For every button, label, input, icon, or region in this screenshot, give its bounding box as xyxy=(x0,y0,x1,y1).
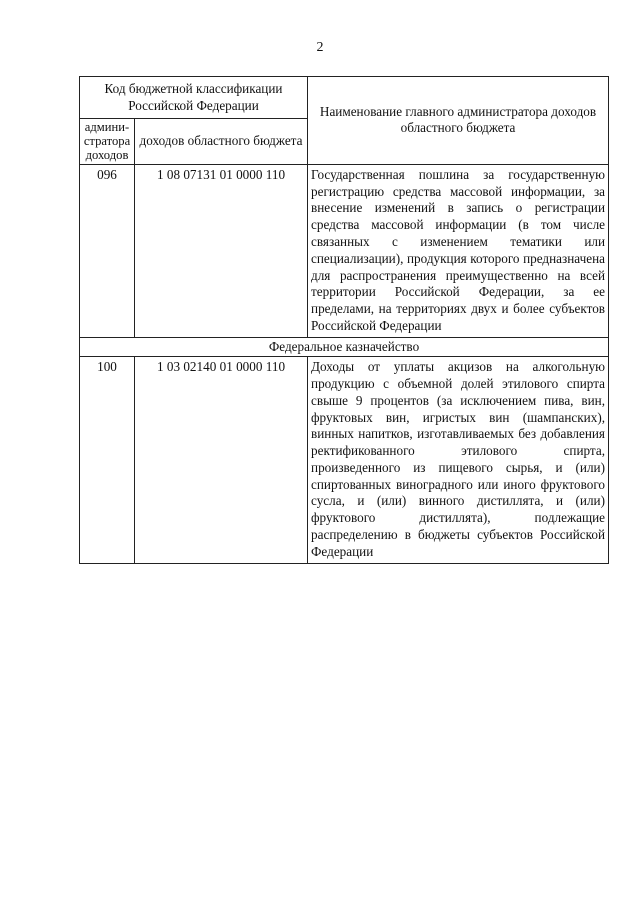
budget-classification-table xyxy=(79,76,609,564)
admin-code-cell: 100 xyxy=(80,357,135,563)
table-row xyxy=(80,357,609,563)
header-budget-code-group: Код бюджетной классификации Российской Федерации xyxy=(80,77,308,119)
header-administrator-name: Наименование главного администратора доходов областного бюджета xyxy=(308,77,609,165)
description-cell: Государственная пошлина за государственную регистрацию средства массовой информации, за внесение изменений в запись о регистрации средства массовой информации (в том числе связанных с изменением тематики или специализации), продукция которого предназначена для распространения преимущественно на всей территории Российской Федерации, за ее пределами, на территориях двух и более субъектов Российской Федерации xyxy=(308,164,609,337)
table-header-row xyxy=(80,77,609,119)
section-title: Федеральное казначейство xyxy=(80,337,609,357)
description-cell: Доходы от уплаты акцизов на алкогольную продукцию с объемной долей этилового спирта свыше 9 процентов (за исключением пива, вин, фруктовых вин, игристых вин (шампанских), винных напитков, изготавливаемых без добавления ректификованного этилового спирта, произведенного из пищевого сырья, и (или) спиртованных виноградного или иного фруктового сусла, и (или) винного дистиллята, и (или) фруктового дистиллята), подлежащие распределению в бюджеты субъектов Российской Федерации xyxy=(308,357,609,563)
section-row xyxy=(80,337,609,357)
income-code-cell: 1 08 07131 01 0000 110 xyxy=(135,164,308,337)
header-admin-code: админи-стратора доходов xyxy=(80,118,135,164)
table-row xyxy=(80,164,609,337)
admin-code-cell: 096 xyxy=(80,164,135,337)
header-income-code: доходов областного бюджета xyxy=(135,118,308,164)
income-code-cell: 1 03 02140 01 0000 110 xyxy=(135,357,308,563)
page-number: 2 xyxy=(316,40,324,55)
